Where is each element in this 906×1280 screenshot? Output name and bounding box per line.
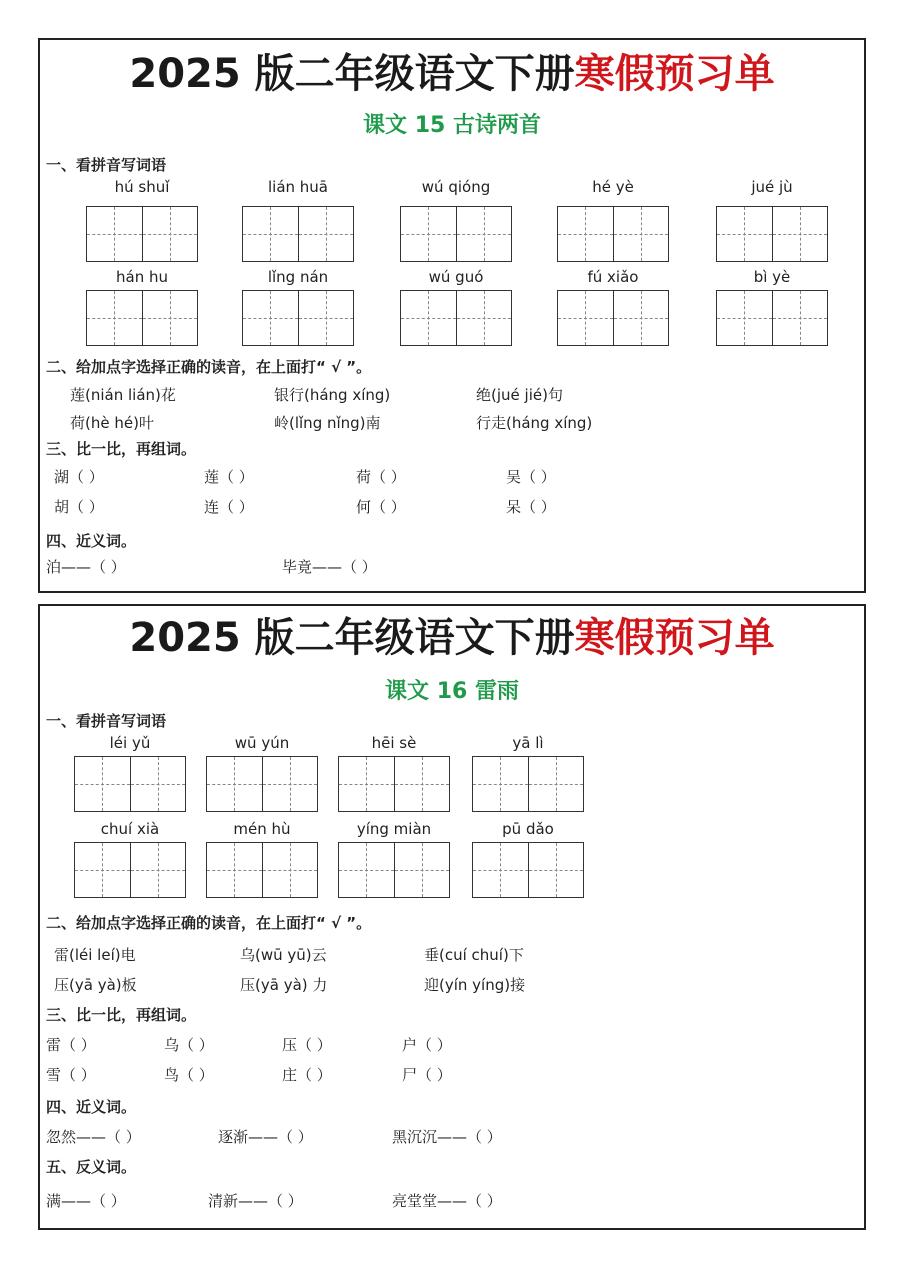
writing-grid[interactable] (206, 842, 318, 898)
section-1-heading: 一、看拼音写词语 (46, 712, 167, 730)
pinyin-label: yā lì (512, 734, 544, 752)
pinyin-label: hé yè (592, 178, 634, 196)
writing-grid[interactable] (716, 206, 828, 262)
synonym-item[interactable]: 逐渐——（ ） (218, 1128, 313, 1146)
reading-item[interactable]: 荷(hè hé)叶 (70, 414, 154, 432)
lesson-subtitle: 课文 15 古诗两首 (363, 113, 541, 138)
compare-item[interactable]: 雷（ ） (46, 1036, 96, 1054)
section-2-heading: 二、给加点字选择正确的读音，在上面打“ √ ”。 (46, 358, 372, 376)
writing-grid[interactable] (716, 290, 828, 346)
synonym-item[interactable]: 忽然——（ ） (46, 1128, 141, 1146)
writing-grid[interactable] (338, 842, 450, 898)
pinyin-label: bì yè (753, 268, 791, 286)
pinyin-label: hēi sè (371, 734, 417, 752)
compare-item[interactable]: 荷（ ） (356, 468, 406, 486)
compare-item[interactable]: 鸟（ ） (164, 1066, 214, 1084)
section-5-heading: 五、反义词。 (46, 1158, 137, 1176)
antonym-item[interactable]: 亮堂堂——（ ） (392, 1192, 502, 1210)
section-4-heading: 四、近义词。 (46, 1098, 137, 1116)
worksheet-lesson-15 (38, 38, 866, 593)
pinyin-label: hán hu (116, 268, 168, 286)
compare-item[interactable]: 户（ ） (402, 1036, 452, 1054)
compare-item[interactable]: 乌（ ） (164, 1036, 214, 1054)
section-4-heading: 四、近义词。 (46, 532, 137, 550)
writing-grid[interactable] (206, 756, 318, 812)
pinyin-label: lián huā (267, 178, 328, 196)
pinyin-label: fú xiǎo (587, 268, 639, 286)
compare-item[interactable]: 雪（ ） (46, 1066, 96, 1084)
reading-item[interactable]: 压(yā yà)板 (54, 976, 137, 994)
reading-item[interactable]: 雷(léi leí)电 (54, 946, 136, 964)
compare-item[interactable]: 吴（ ） (506, 468, 556, 486)
pinyin-label: pū dǎo (502, 820, 554, 838)
pinyin-label: mén hù (233, 820, 291, 838)
synonym-item[interactable]: 泊——（ ） (46, 558, 126, 576)
section-3-heading: 三、比一比，再组词。 (46, 440, 197, 458)
writing-grid[interactable] (86, 290, 198, 346)
worksheet-lesson-16 (38, 604, 866, 1230)
worksheet-title: 2025 版二年级语文下册寒假预习单 (129, 615, 775, 661)
compare-item[interactable]: 莲（ ） (204, 468, 254, 486)
compare-item[interactable]: 连（ ） (204, 498, 254, 516)
compare-item[interactable]: 尸（ ） (402, 1066, 452, 1084)
compare-item[interactable]: 压（ ） (282, 1036, 332, 1054)
reading-item[interactable]: 压(yā yà) 力 (240, 976, 328, 994)
writing-grid[interactable] (74, 842, 186, 898)
reading-item[interactable]: 乌(wū yū)云 (240, 946, 327, 964)
reading-item[interactable]: 迎(yín yíng)接 (424, 976, 526, 994)
pinyin-label: jué jù (751, 178, 793, 196)
worksheet-title: 2025 版二年级语文下册寒假预习单 (129, 51, 775, 97)
writing-grid[interactable] (472, 756, 584, 812)
section-1-heading: 一、看拼音写词语 (46, 156, 167, 174)
lesson-subtitle: 课文 16 雷雨 (385, 679, 519, 704)
writing-grid[interactable] (242, 206, 354, 262)
section-3-heading: 三、比一比，再组词。 (46, 1006, 197, 1024)
compare-item[interactable]: 湖（ ） (54, 468, 104, 486)
writing-grid[interactable] (557, 290, 669, 346)
synonym-item[interactable]: 黑沉沉——（ ） (392, 1128, 502, 1146)
compare-item[interactable]: 何（ ） (356, 498, 406, 516)
pinyin-label: lǐng nán (267, 268, 329, 286)
reading-item[interactable]: 行走(háng xíng) (476, 414, 593, 432)
reading-item[interactable]: 岭(lǐng nǐng)南 (274, 414, 381, 432)
writing-grid[interactable] (242, 290, 354, 346)
section-2-heading: 二、给加点字选择正确的读音，在上面打“ √ ”。 (46, 914, 372, 932)
writing-grid[interactable] (74, 756, 186, 812)
reading-item[interactable]: 银行(háng xíng) (274, 386, 391, 404)
pinyin-label: wú qióng (421, 178, 491, 196)
pinyin-label: wū yún (234, 734, 290, 752)
compare-item[interactable]: 胡（ ） (54, 498, 104, 516)
writing-grid[interactable] (338, 756, 450, 812)
pinyin-label: hú shuǐ (114, 178, 170, 196)
reading-item[interactable]: 垂(cuí chuí)下 (424, 946, 524, 964)
writing-grid[interactable] (557, 206, 669, 262)
writing-grid[interactable] (86, 206, 198, 262)
pinyin-label: yíng miàn (356, 820, 432, 838)
pinyin-label: wú guó (428, 268, 484, 286)
writing-grid[interactable] (400, 290, 512, 346)
writing-grid[interactable] (472, 842, 584, 898)
writing-grid[interactable] (400, 206, 512, 262)
compare-item[interactable]: 呆（ ） (506, 498, 556, 516)
antonym-item[interactable]: 满——（ ） (46, 1192, 126, 1210)
antonym-item[interactable]: 清新——（ ） (208, 1192, 303, 1210)
reading-item[interactable]: 绝(jué jié)句 (476, 386, 563, 404)
pinyin-label: chuí xià (100, 820, 160, 838)
synonym-item[interactable]: 毕竟——（ ） (282, 558, 377, 576)
compare-item[interactable]: 庄（ ） (282, 1066, 332, 1084)
reading-item[interactable]: 莲(nián lián)花 (70, 386, 176, 404)
pinyin-label: léi yǔ (109, 734, 151, 752)
